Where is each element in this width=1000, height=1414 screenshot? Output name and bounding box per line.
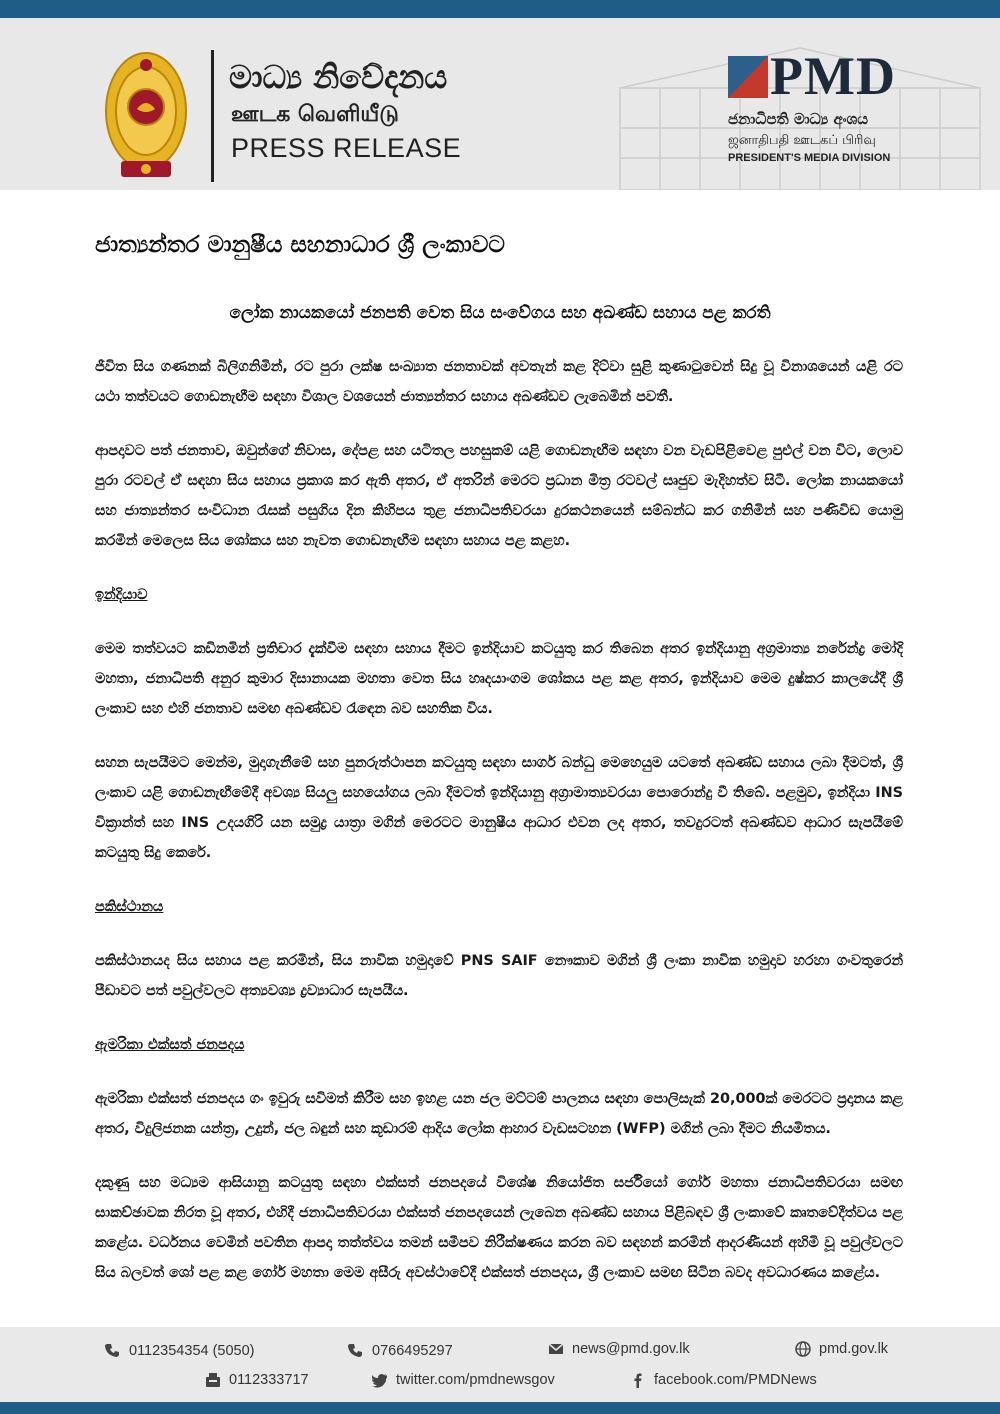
header-divider xyxy=(211,50,214,182)
contact-footer xyxy=(0,1327,1000,1402)
paragraph-india-1: මෙම තත්වයට කඩිනමින් ප්‍රතිචාර දැක්වීම සඳහා සහාය දීමට ඉන්දියාව කටයුතු කර තිබෙන අතර ඉන්දියානු අග්‍රමාත්‍ය නරේන්ද්‍ර මෝදි මහතා, ජනාධිපති අනුර කුමාර දිසානායක මහතා වෙත සිය හෘදයාංගම ශෝකය පළ කළ අතර, ඉන්දියාව මෙම දුෂ්කර කාලයේදී ශ්‍රී ලංකාව සහ එහි ජනතාව සමඟ අඛණ්ඩව රැඳෙන බව සහතික විය. xyxy=(95,641,903,717)
article-body xyxy=(95,352,903,1312)
envelope-icon xyxy=(548,1341,564,1357)
paragraph-usa-1: ඇමරිකා එක්සත් ජනපදය ගං ඉවුරු සවිමත් කිරීම සහ ඉහළ යන ජල මට්ටම් පාලනය සඳහා පොලිසැක් 20,000ක් මෙරටට ප්‍රදානය කළ අතර, විදුලිජනක යන්ත්‍ර, උදුන්, ජල බඳුන් සහ කූඩාරම් ආදිය ලෝක ආහාර වැඩසටහන (WFP) මගින් ලබා දීමට නියමිතය. xyxy=(95,1091,903,1137)
phone-icon xyxy=(105,1343,121,1359)
section-heading-usa: ඇමරිකා එක්සත් ජනපදය xyxy=(95,1037,245,1053)
pmd-name-sinhala: ජනාධිපති මාධ්‍ය අංශය xyxy=(728,110,869,128)
footer-website[interactable] xyxy=(795,1341,888,1357)
pmd-logo-mark-icon xyxy=(728,56,768,98)
email-text[interactable]: news@pmd.gov.lk xyxy=(572,1341,690,1357)
globe-icon xyxy=(795,1341,811,1357)
paragraph-intro: ජීවිත සිය ගණනක් බිලිගනිමින්, රට පුරා ලක්ෂ සංඛ්‍යාත ජනතාවක් අවතැන් කළ දිට්වා සුළි කුණාටුවෙන් සිදු වූ විනාශයෙන් යළි රට යථා තත්වයට ගොඩනැඟීම සඳහා විශාල වශයෙන් ජාත්‍යන්තර සහාය අඛණ්ඩව ලැබෙමින් පවතී. xyxy=(95,359,903,405)
paragraph-india-2: සහන සැපයීමට මෙන්ම, මුදාගැනීමේ සහ පුනරුත්ථාපන කටයුතු සඳහා සාගර් බන්ධු මෙහෙයුම යටතේ අඛණ්ඩ සහාය ලබා දීමටත්, ශ්‍රී ලංකාව යළි ගොඩනැඟීමේදී අවශ්‍ය සියලු සහයෝගය ලබා දීමටත් ඉන්දියානු අග්‍රාමාත්‍යවරයා පොරොන්දු වී තිබේ. පළමුව, ඉන්දියා INS වික්‍රාන්ත් සහ INS උදයගිරි යන සමුද්‍ර යාත්‍රා මගින් මෙරටට මානුෂීය ආධාර එවන ලද අතර, තවදුරටත් අඛණ්ඩව ආධාර සැපයීමේ කටයුතු සිදු කෙරේ. xyxy=(95,755,903,861)
sri-lanka-emblem-icon xyxy=(103,51,189,183)
fax-text: 0112333717 xyxy=(229,1372,309,1388)
header-title-english: PRESS RELEASE xyxy=(231,133,462,163)
twitter-text[interactable]: twitter.com/pmdnewsgov xyxy=(396,1372,555,1388)
pmd-name-tamil: ஜனாதிபதி ஊடகப் பிரிவு xyxy=(728,133,876,148)
phone-2-text: 0766495297 xyxy=(372,1343,453,1359)
twitter-icon xyxy=(372,1372,388,1388)
section-heading-india: ඉන්දියාව xyxy=(95,587,148,603)
article-title: ජාත්‍යන්තර මානුෂීය සහනාධාර ශ්‍රී ලංකාවට xyxy=(95,232,505,258)
paragraph-usa-2: දකුණු සහ මධ්‍යම ආසියානු කටයුතු සඳහා එක්සත් ජනපදයේ විශේෂ නියෝජිත සර්ජියෝ ගෝර් මහතා ජනාධිපතිවරයා සමඟ සාකච්ඡාවක නිරත වූ අතර, එහිදී ජනාධිපතිවරයා එක්සත් ජනපදයෙන් ලැබෙන අඛණ්ඩ සහාය පිළිබඳව ශ්‍රී ලංකාවේ කෘතවේදීත්වය පළ කළේය. වර්ධනය වෙමින් පවතින ආපදා තත්ත්වය තමන් සමීපව නිරීක්ෂණය කරන බව සඳහන් කරමින් ආදරණීයන් අහිමි වූ පවුල්වලට සිය බලවත් ශෝ පළ කළ ගෝර් මහතා මෙම අසීරු අවස්ථාවේදී එක්සත් ජනපදය, ශ්‍රී ලංකාව සමඟ සිටින බවද අවධාරණය කළේය. xyxy=(95,1175,903,1281)
footer-twitter[interactable] xyxy=(372,1372,555,1388)
facebook-icon xyxy=(630,1372,646,1388)
fax-icon xyxy=(205,1372,221,1388)
pmd-name-english: PRESIDENT'S MEDIA DIVISION xyxy=(728,152,891,164)
website-text[interactable]: pmd.gov.lk xyxy=(819,1341,889,1357)
paragraph-pakistan: පකිස්ථානයද සිය සහාය පළ කරමින්, සිය නාවික හමුදාවේ PNS SAIF නෞකාව මගින් ශ්‍රී ලංකා නාවික හමුදාව හරහා ගංවතුරෙන් පීඩාවට පත් පවුල්වලට අත්‍යවශ්‍ය ද්‍රව්‍යාධාර සැපයීය. xyxy=(95,953,903,999)
footer-phone-2 xyxy=(348,1343,453,1359)
article-subtitle: ලෝක නායකයෝ ජනපති වෙත සිය සංවේගය සහ අඛණ්ඩ සහාය පළ කරති xyxy=(229,303,771,323)
phone-1-text: 0112354354 (5050) xyxy=(129,1343,255,1359)
pmd-logo-text: PMD xyxy=(770,46,896,106)
press-release-header xyxy=(0,18,1000,190)
top-color-bar xyxy=(0,0,1000,18)
footer-phone-1 xyxy=(105,1343,255,1359)
header-title-tamil: ஊடக வெளியீடு xyxy=(231,102,399,127)
phone-icon xyxy=(348,1343,364,1359)
footer-facebook[interactable] xyxy=(630,1372,817,1388)
footer-fax xyxy=(205,1372,309,1388)
facebook-text[interactable]: facebook.com/PMDNews xyxy=(654,1372,817,1388)
bottom-color-bar xyxy=(0,1402,1000,1414)
section-heading-pakistan: පකිස්ථානය xyxy=(95,899,164,915)
footer-email[interactable] xyxy=(548,1341,690,1357)
header-title-sinhala: මාධ්‍ය නිවේදනය xyxy=(229,58,448,96)
paragraph-overview: ආපදාවට පත් ජනතාව, ඔවුන්ගේ නිවාස, දේපළ සහ යටිතල පහසුකම් යළි ගොඩනැඟීම සඳහා වන වැඩපිළිවෙළ පුළුල් වන විට, ලොව පුරා රටවල් ඒ සඳහා සිය සහාය ප්‍රකාශ කර ඇති අතර, ඒ අතරින් මෙරට ප්‍රධාන මිත්‍ර රටවල් සෘජුව මැදිහත්ව සිටී. ලෝක නායකයෝ සහ ජාත්‍යන්තර සංවිධාන රැසක් පසුගිය දින කිහිපය තුළ ජනාධිපතිවරයා දුරකථනයෙන් සම්බන්ධ කර ගනිමින් සහ පණිවිඩ යොමු කරමින් මෙලෙස සිය ශෝකය සහ නැවත ගොඩනැඟීම සඳහා සහාය පළ කළහ. xyxy=(95,443,903,549)
